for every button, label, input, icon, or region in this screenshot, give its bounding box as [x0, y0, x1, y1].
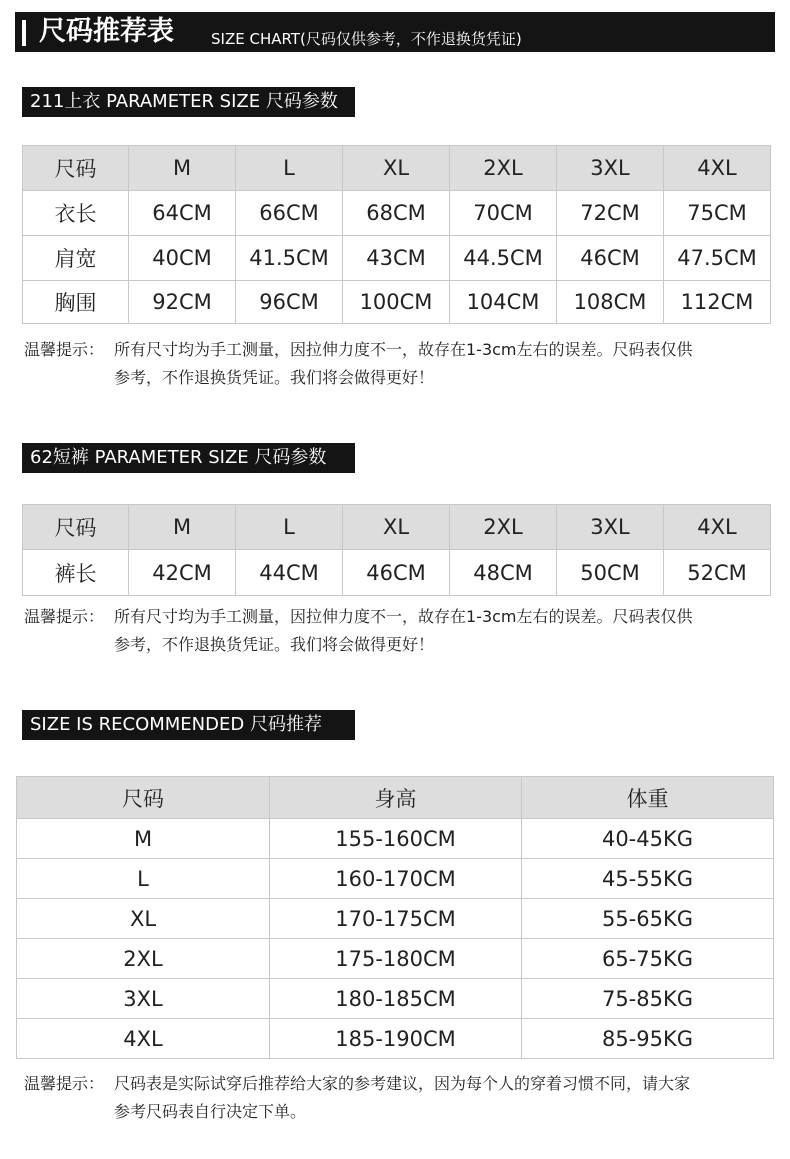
table-cell: 55-65KG: [522, 899, 774, 939]
table-cell: 185-190CM: [270, 1019, 522, 1059]
header-cell: 3XL: [557, 505, 664, 550]
note-prefix: 温馨提示：: [24, 340, 105, 359]
table-row: [23, 236, 771, 281]
table-cell: 75CM: [664, 191, 771, 236]
header-cell: 4XL: [664, 146, 771, 191]
table-row: [17, 819, 774, 859]
table-header-row: [23, 505, 771, 550]
table-cell: 100CM: [343, 281, 450, 324]
header-cell: L: [236, 146, 343, 191]
note-line: 参考尺码表自行决定下单。: [114, 1102, 307, 1121]
row-label-cell: 肩宽: [23, 236, 129, 281]
table-cell: 112CM: [664, 281, 771, 324]
header-cell: 身高: [270, 777, 522, 819]
table-row: [17, 939, 774, 979]
table-cell: 85-95KG: [522, 1019, 774, 1059]
row-label-cell: 胸围: [23, 281, 129, 324]
table-cell: M: [17, 819, 270, 859]
table-cell: 175-180CM: [270, 939, 522, 979]
header-cell: 4XL: [664, 505, 771, 550]
table-cell: 104CM: [450, 281, 557, 324]
table-row: [23, 281, 771, 324]
header-cell: L: [236, 505, 343, 550]
shorts-table-label: 62短裤 PARAMETER SIZE 尺码参数: [22, 443, 355, 473]
table-cell: 46CM: [557, 236, 664, 281]
table-cell: 42CM: [129, 550, 236, 596]
table-row: [17, 1019, 774, 1059]
table-cell: 108CM: [557, 281, 664, 324]
header-cell: XL: [343, 146, 450, 191]
table-cell: 66CM: [236, 191, 343, 236]
page-subtitle: SIZE CHART(尺码仅供参考，不作退换货凭证): [211, 30, 522, 48]
table-cell: 160-170CM: [270, 859, 522, 899]
table-cell: L: [17, 859, 270, 899]
table-cell: 170-175CM: [270, 899, 522, 939]
table-cell: 92CM: [129, 281, 236, 324]
table-cell: 46CM: [343, 550, 450, 596]
table-cell: 2XL: [17, 939, 270, 979]
header-cell: 3XL: [557, 146, 664, 191]
table-cell: 40-45KG: [522, 819, 774, 859]
note-line: 所有尺寸均为手工测量，因拉伸力度不一，故存在1-3cm左右的误差。尺码表仅供: [114, 607, 693, 626]
note-line: 参考，不作退换货凭证。我们将会做得更好！: [114, 635, 435, 654]
table-cell: 44.5CM: [450, 236, 557, 281]
table-cell: 3XL: [17, 979, 270, 1019]
table-cell: 44CM: [236, 550, 343, 596]
header-accent-bar: [22, 20, 26, 46]
note-line: 所有尺寸均为手工测量，因拉伸力度不一，故存在1-3cm左右的误差。尺码表仅供: [114, 340, 693, 359]
table-cell: 4XL: [17, 1019, 270, 1059]
top-table-note: [24, 336, 774, 392]
table-row: [23, 191, 771, 236]
note-prefix: 温馨提示：: [24, 607, 105, 626]
table-header-row: [17, 777, 774, 819]
table-row: [17, 899, 774, 939]
table-row: [17, 859, 774, 899]
table-cell: 48CM: [450, 550, 557, 596]
top-table-label: 211上衣 PARAMETER SIZE 尺码参数: [22, 87, 355, 117]
recommend-table-note: [24, 1070, 774, 1126]
table-cell: 52CM: [664, 550, 771, 596]
header-cell: M: [129, 505, 236, 550]
table-cell: 155-160CM: [270, 819, 522, 859]
top-size-table: [22, 145, 771, 324]
note-line: 参考，不作退换货凭证。我们将会做得更好！: [114, 368, 435, 387]
header-cell: M: [129, 146, 236, 191]
table-cell: 68CM: [343, 191, 450, 236]
table-cell: XL: [17, 899, 270, 939]
row-label-cell: 衣长: [23, 191, 129, 236]
header-cell: XL: [343, 505, 450, 550]
table-cell: 45-55KG: [522, 859, 774, 899]
table-cell: 40CM: [129, 236, 236, 281]
header-cell: 尺码: [17, 777, 270, 819]
table-row: [17, 979, 774, 1019]
page-title: 尺码推荐表: [39, 16, 174, 47]
table-cell: 41.5CM: [236, 236, 343, 281]
table-row: [23, 550, 771, 596]
table-cell: 65-75KG: [522, 939, 774, 979]
header-cell: 2XL: [450, 146, 557, 191]
shorts-table-note: [24, 603, 774, 659]
table-cell: 72CM: [557, 191, 664, 236]
page-header: [15, 12, 775, 52]
header-cell: 2XL: [450, 505, 557, 550]
row-label-cell: 裤长: [23, 550, 129, 596]
table-cell: 43CM: [343, 236, 450, 281]
table-cell: 70CM: [450, 191, 557, 236]
recommend-size-table: [16, 776, 774, 1059]
table-cell: 180-185CM: [270, 979, 522, 1019]
header-cell: 体重: [522, 777, 774, 819]
table-cell: 96CM: [236, 281, 343, 324]
table-cell: 75-85KG: [522, 979, 774, 1019]
header-cell: 尺码: [23, 505, 129, 550]
header-cell: 尺码: [23, 146, 129, 191]
table-header-row: [23, 146, 771, 191]
table-cell: 47.5CM: [664, 236, 771, 281]
table-cell: 64CM: [129, 191, 236, 236]
recommend-table-label: SIZE IS RECOMMENDED 尺码推荐: [22, 710, 355, 740]
note-prefix: 温馨提示：: [24, 1074, 105, 1093]
table-cell: 50CM: [557, 550, 664, 596]
shorts-size-table: [22, 504, 771, 596]
note-line: 尺码表是实际试穿后推荐给大家的参考建议，因为每个人的穿着习惯不同，请大家: [114, 1074, 691, 1093]
